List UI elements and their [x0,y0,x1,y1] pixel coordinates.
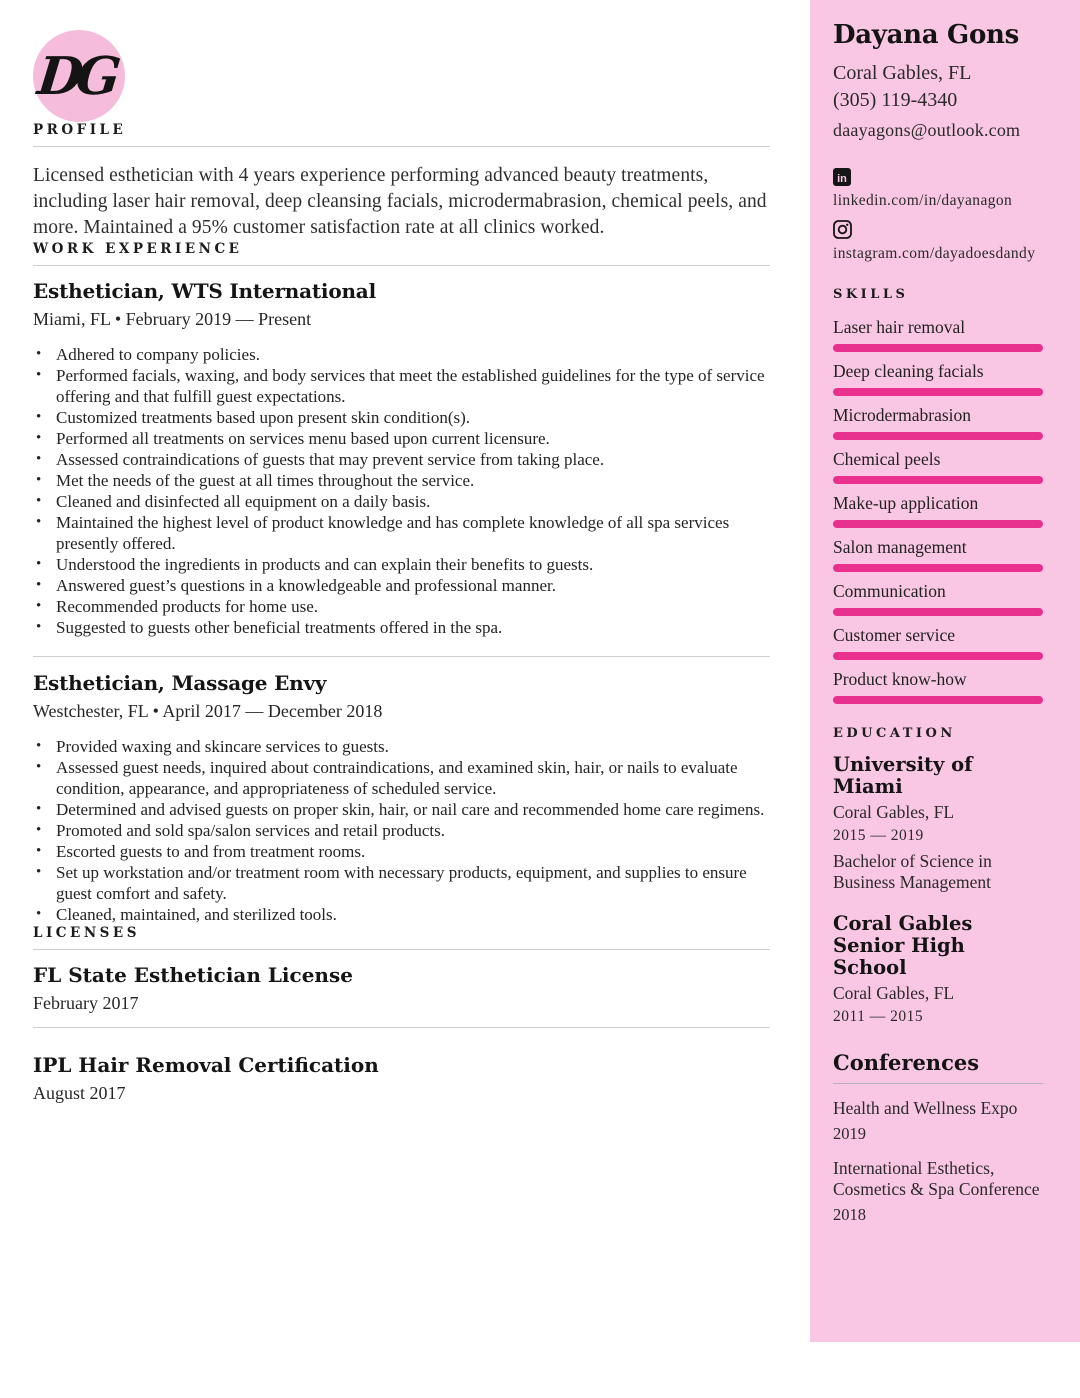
license-date: February 2017 [33,993,139,1013]
job-bullet: • Escorted guests to and from treatment rooms. [33,841,770,862]
job-entry [33,671,770,925]
instagram-url: instagram.com/dayadoesdandy [833,245,1036,262]
job-bullet: • Suggested to guests other beneficial treatments offered in the spa. [33,617,770,638]
profile-section [33,122,770,241]
skill-item [833,361,1043,396]
job-bullet: • Adhered to company policies. [33,344,770,365]
skill-bar [833,520,1043,528]
skill-label: Communication [833,581,946,601]
school-location: Coral Gables, FL [833,802,955,822]
skill-label: Product know-how [833,669,967,689]
conference-entry [833,1098,1043,1144]
job-divider [33,656,770,657]
job-bullet: • Answered guest’s questions in a knowledgeable and professional manner. [33,575,770,596]
job-bullet: • Performed facials, waxing, and body services that meet the established guidelines for the type of service offering and that fulfill guest expectations. [33,365,770,407]
license-title: IPL Hair Removal Certification [33,1053,379,1077]
skill-label: Microdermabrasion [833,405,972,425]
skill-bar [833,432,1043,440]
job-entry [33,279,770,638]
job-bullet: • Cleaned and disinfected all equipment on a daily basis. [33,491,770,512]
skill-bar [833,388,1043,396]
section-divider [33,146,770,147]
skill-item [833,581,1043,616]
job-title: Esthetician, WTS International [33,279,376,303]
conference-title: Health and Wellness Expo [833,1098,1018,1118]
skills-list [833,317,1043,704]
license-entry [33,963,770,1014]
conferences-heading: Conferences [833,1050,980,1075]
work-experience-section [33,241,770,925]
contact-email: daayagons@outlook.com [833,120,1021,140]
contact-block [833,60,1043,144]
conference-title: International Esthetics, Cosmetics & Spa Conference [833,1157,1040,1199]
skill-label: Salon management [833,537,967,557]
skill-item [833,449,1043,484]
job-bullet: • Met the needs of the guest at all times throughout the service. [33,470,770,491]
skill-item [833,625,1043,660]
profile-text: Licensed esthetician with 4 years experience performing advanced beauty treatments, including laser hair removal, deep cleansing facials, microdermabrasion, chemical peels, and more. Maintained a 95% customer satisfaction rate at all clinics worked. [33,165,767,238]
job-bullet: • Assessed guest needs, inquired about contraindications, and examined skin, hair, or nails to evaluate condition, appearance, and appropriateness of scheduled service. [33,757,770,799]
section-divider [33,265,770,266]
skill-bar [833,344,1043,352]
licenses-section [33,925,770,1104]
skill-bar [833,652,1043,660]
person-name: Dayana Gons [833,20,1019,50]
social-links [833,168,1043,263]
skill-item [833,405,1043,440]
job-bullet: • Set up workstation and/or treatment room with necessary products, equipment, and supplies to ensure guest comfort and safety. [33,862,770,904]
job-bullet: • Determined and advised guests on proper skin, hair, or nail care and recommended home care regimens. [33,799,770,820]
school-name: University of Miami [833,753,973,798]
monogram-initials: DG [34,45,117,107]
job-bullet: • Promoted and sold spa/salon services and retail products. [33,820,770,841]
school-dates: 2011 — 2015 [833,1008,924,1025]
school-location: Coral Gables, FL [833,983,955,1003]
job-bullet: • Cleaned, maintained, and sterilized tools. [33,904,770,925]
job-meta: Miami, FL • February 2019 — Present [33,309,312,329]
skill-item [833,317,1043,352]
school-name: Coral Gables Senior High School [833,912,973,979]
skill-item [833,669,1043,704]
sidebar [810,0,1080,1342]
instagram-icon [833,220,852,239]
licenses-heading: LICENSES [33,925,140,941]
contact-location: Coral Gables, FL [833,62,972,84]
work-experience-heading: WORK EXPERIENCE [33,241,243,257]
job-bullet: • Recommended products for home use. [33,596,770,617]
conference-entry [833,1158,1043,1225]
skill-label: Make-up application [833,493,979,513]
skill-item [833,493,1043,528]
education-heading: EDUCATION [833,726,956,741]
license-divider [33,1027,770,1028]
job-meta: Westchester, FL • April 2017 — December 2018 [33,701,383,721]
school-degree: Bachelor of Science in Business Management [833,851,992,892]
contact-phone: (305) 119-4340 [833,89,958,111]
job-bullet: • Understood the ingredients in products and can explain their benefits to guests. [33,554,770,575]
monogram-logo [33,30,125,122]
skill-bar [833,476,1043,484]
school-dates: 2015 — 2019 [833,827,924,844]
linkedin-icon [833,168,851,186]
conference-year: 2019 [833,1123,866,1143]
skill-label: Deep cleaning facials [833,361,984,381]
license-title: FL State Esthetician License [33,963,353,987]
license-date: August 2017 [33,1083,126,1103]
job-bullet: • Maintained the highest level of product knowledge and has complete knowledge of all spa services presently offered. [33,512,770,554]
main-column [33,0,770,1104]
skill-bar [833,696,1043,704]
job-bullet-list [33,736,770,925]
job-bullet: • Provided waxing and skincare services to guests. [33,736,770,757]
job-bullet-list [33,344,770,638]
conference-year: 2018 [833,1204,866,1224]
skill-bar [833,608,1043,616]
job-bullet: • Assessed contraindications of guests that may prevent service from taking place. [33,449,770,470]
profile-heading: PROFILE [33,122,127,138]
skill-label: Customer service [833,625,955,645]
license-entry [33,1053,770,1104]
linkedin-icon-glyph: in [837,173,847,185]
conferences-divider [833,1083,1043,1084]
skill-label: Chemical peels [833,449,941,469]
education-entry [833,913,1043,1026]
job-title: Esthetician, Massage Envy [33,671,327,695]
skill-item [833,537,1043,572]
skills-heading: SKILLS [833,287,909,302]
skill-bar [833,564,1043,572]
job-bullet: • Performed all treatments on services menu based upon current licensure. [33,428,770,449]
section-divider [33,949,770,950]
linkedin-url: linkedin.com/in/dayanagon [833,192,1013,209]
education-entry [833,754,1043,893]
job-bullet: • Customized treatments based upon present skin condition(s). [33,407,770,428]
skill-label: Laser hair removal [833,317,966,337]
